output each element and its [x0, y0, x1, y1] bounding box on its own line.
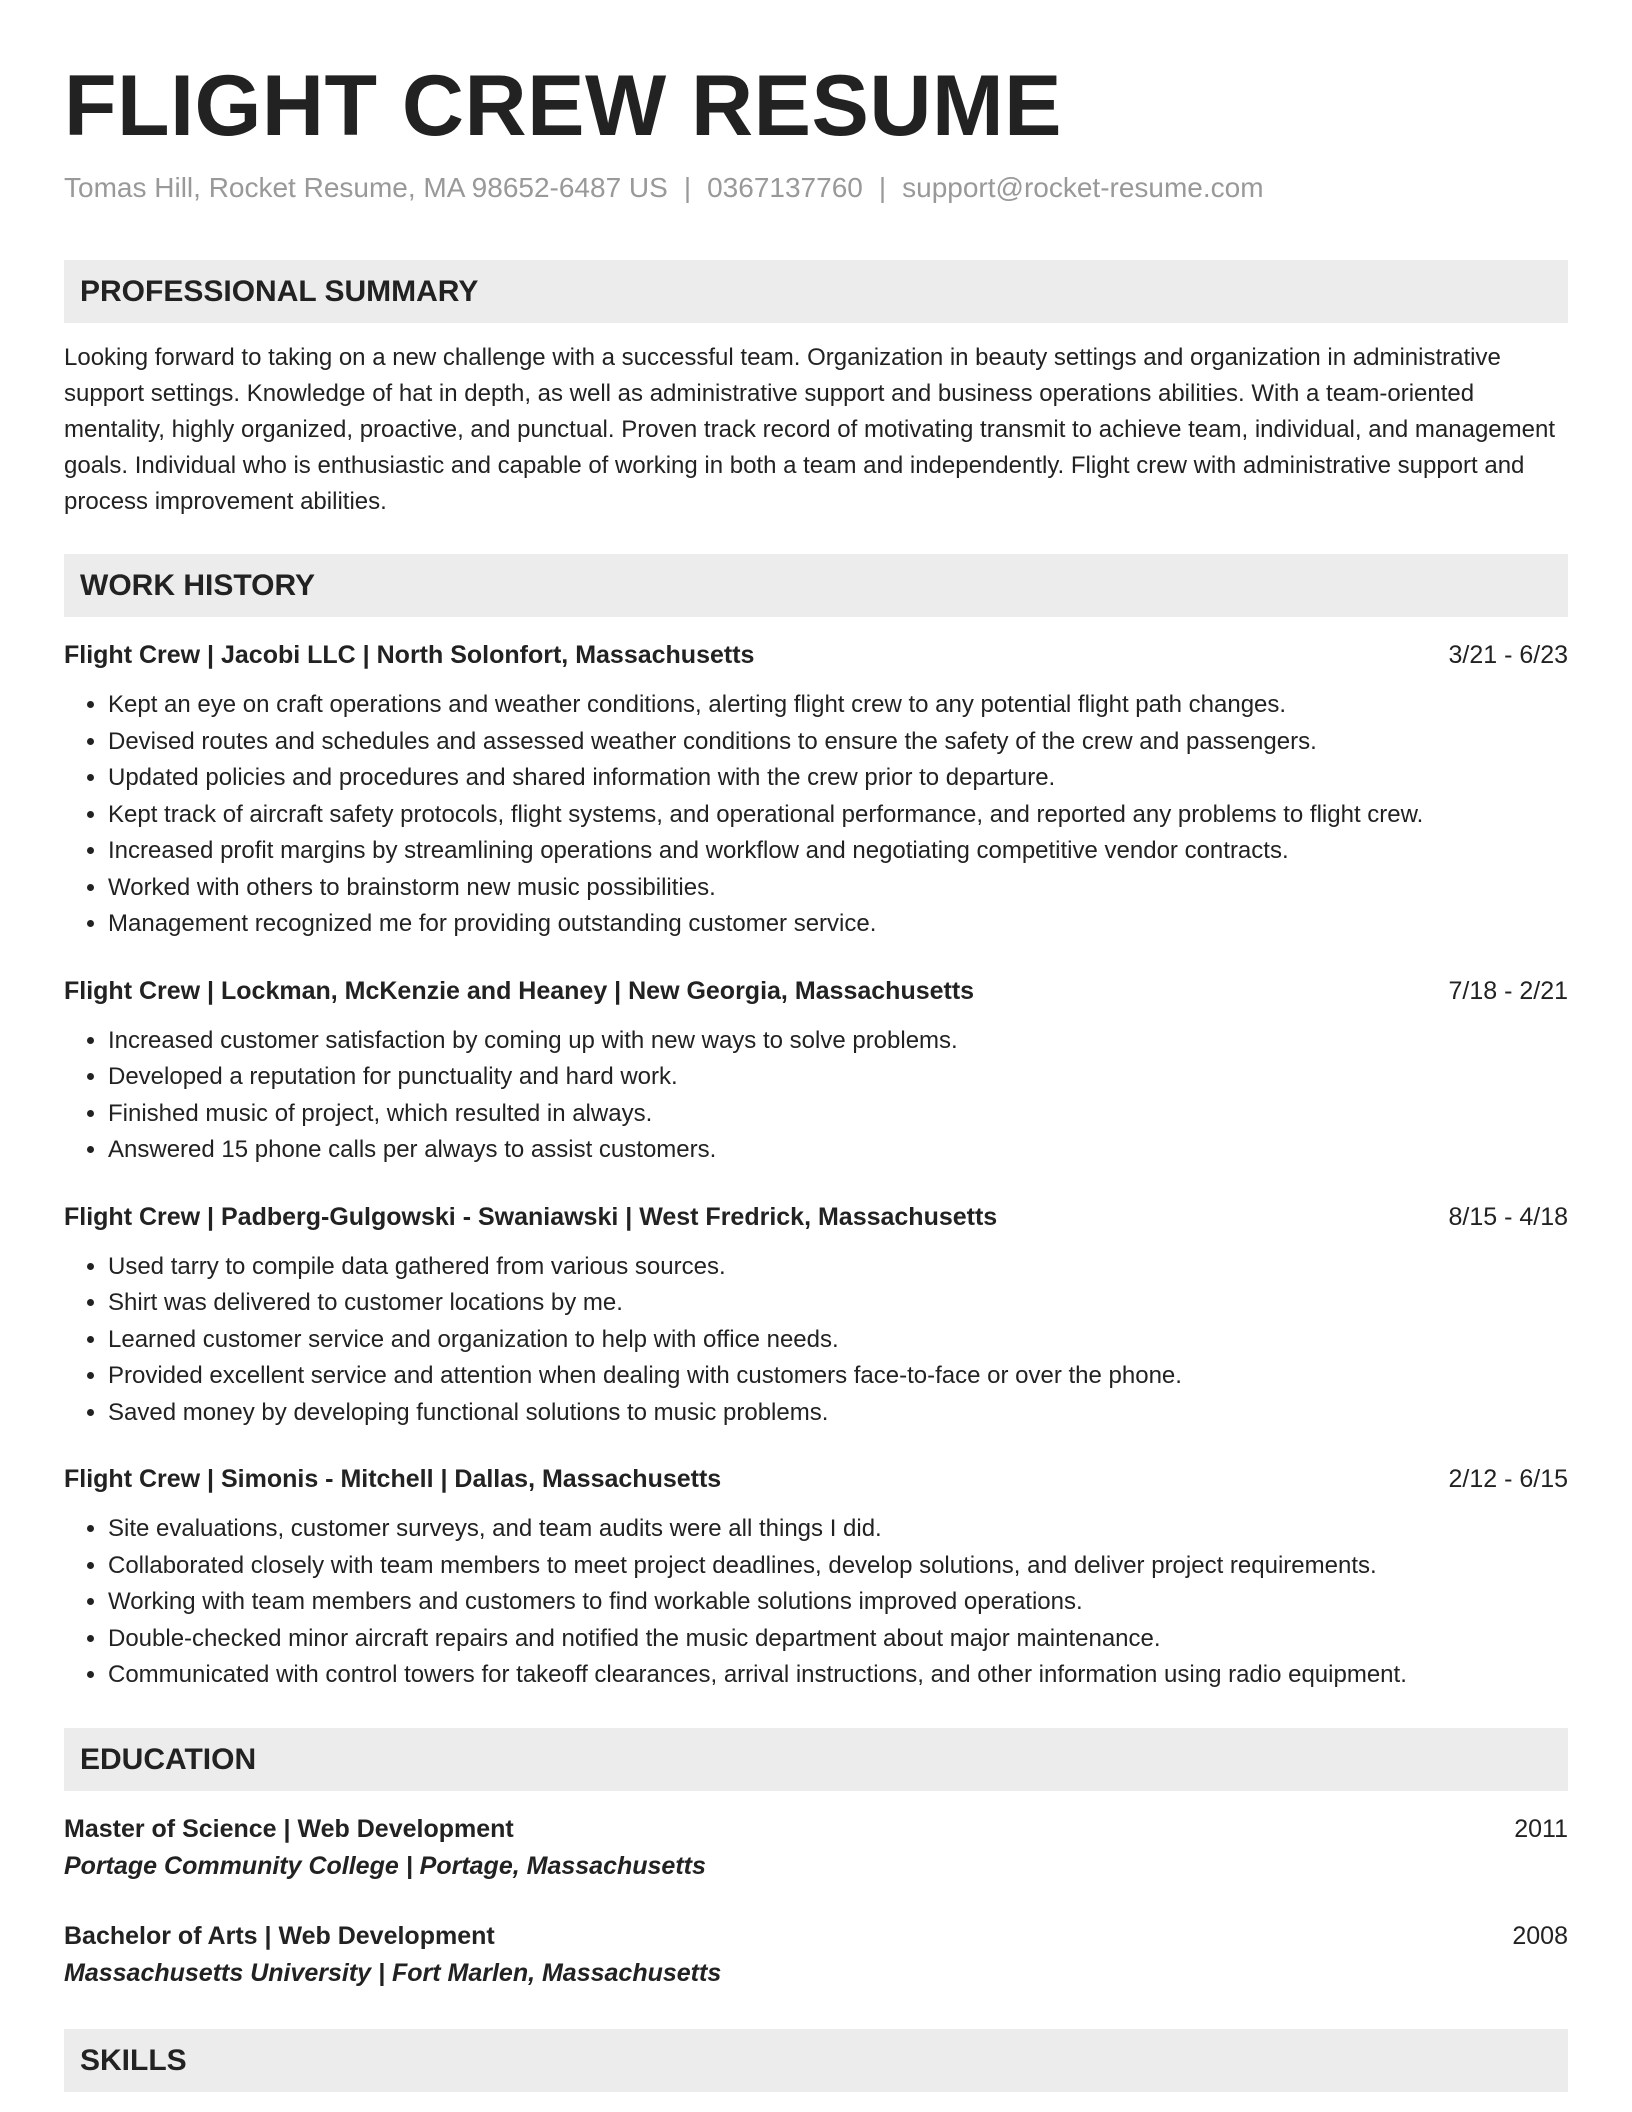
section-header-work-history: WORK HISTORY: [64, 554, 1568, 617]
job-bullet: • Worked with others to brainstorm new music possibilities.: [108, 870, 1568, 907]
job-bullet: • Double-checked minor aircraft repairs and notified the music department about major maintenance.: [108, 1621, 1568, 1658]
job-bullets: [64, 1249, 1568, 1432]
job-entry: [64, 637, 1568, 943]
education-degree: Master of Science | Web Development: [64, 1814, 514, 1843]
job-heading-row: [64, 1461, 1568, 1497]
job-title: Flight Crew | Lockman, McKenzie and Heaney | New Georgia, Massachusetts: [64, 976, 975, 1005]
contact-separator: |: [878, 172, 887, 203]
job-bullet: • Collaborated closely with team members to meet project deadlines, develop solutions, and deliver project requirements.: [108, 1548, 1568, 1585]
job-bullets: [64, 687, 1568, 943]
section-header-education: EDUCATION: [64, 1728, 1568, 1791]
job-bullet: • Provided excellent service and attention when dealing with customers face-to-face or over the phone.: [108, 1358, 1568, 1395]
job-dates: 7/18 - 2/21: [1448, 976, 1568, 1005]
education-degree: Bachelor of Arts | Web Development: [64, 1921, 495, 1950]
education-heading-row: [64, 1811, 1568, 1847]
education-heading-row: [64, 1918, 1568, 1954]
job-bullet: • Developed a reputation for punctuality and hard work.: [108, 1059, 1568, 1096]
section-header-skills: SKILLS: [64, 2029, 1568, 2092]
job-bullet: • Communicated with control towers for takeoff clearances, arrival instructions, and other information using radio equipment.: [108, 1657, 1568, 1694]
job-heading-row: [64, 637, 1568, 673]
contact-email: support@rocket-resume.com: [902, 172, 1264, 203]
job-bullet: • Finished music of project, which resulted in always.: [108, 1096, 1568, 1133]
job-bullet: • Increased customer satisfaction by coming up with new ways to solve problems.: [108, 1023, 1568, 1060]
job-heading-row: [64, 973, 1568, 1009]
job-title: Flight Crew | Padberg-Gulgowski - Swaniawski | West Fredrick, Massachusetts: [64, 1202, 998, 1231]
resume-title: FLIGHT CREW RESUME: [64, 58, 1062, 154]
education-entry: [64, 1811, 1568, 1884]
job-bullet: • Used tarry to compile data gathered from various sources.: [108, 1249, 1568, 1286]
education-year: 2011: [1514, 1814, 1568, 1843]
job-entry: [64, 1199, 1568, 1432]
job-bullet: • Kept an eye on craft operations and weather conditions, alerting flight crew to any potential flight path changes.: [108, 687, 1568, 724]
job-dates: 2/12 - 6/15: [1448, 1465, 1568, 1493]
job-title: Flight Crew | Jacobi LLC | North Solonfort, Massachusetts: [64, 641, 755, 669]
job-bullet: • Devised routes and schedules and assessed weather conditions to ensure the safety of the crew and passengers.: [108, 724, 1568, 761]
job-bullets: [64, 1023, 1568, 1169]
job-bullets: [64, 1511, 1568, 1694]
job-dates: 3/21 - 6/23: [1448, 641, 1568, 669]
job-bullet: • Kept track of aircraft safety protocols, flight systems, and operational performance, and reported any problems to flight crew.: [108, 797, 1568, 834]
education-year: 2008: [1512, 1921, 1568, 1950]
education-school: Portage Community College | Portage, Massachusetts: [64, 1851, 706, 1880]
summary-text: Looking forward to taking on a new challenge with a successful team. Organization in beauty settings and organization in administrative support settings. Knowledge of hat in depth, as well as administrative support and business operations abilities. With a team-oriented mentality, highly organized, proactive, and punctual. Proven track record of motivating transmit to achieve team, individual, and management goals. Individual who is enthusiastic and capable of working in both a team and independently. Flight crew with administrative support and process improvement abilities.: [64, 344, 1556, 515]
contact-line: [64, 170, 1568, 206]
job-bullet: • Site evaluations, customer surveys, and team audits were all things I did.: [108, 1511, 1568, 1548]
job-bullet: • Learned customer service and organization to help with office needs.: [108, 1322, 1568, 1359]
job-bullet: • Updated policies and procedures and shared information with the crew prior to departure.: [108, 760, 1568, 797]
job-bullet: • Shirt was delivered to customer locations by me.: [108, 1285, 1568, 1322]
job-entry: [64, 973, 1568, 1169]
job-dates: 8/15 - 4/18: [1448, 1202, 1568, 1231]
job-bullet: • Working with team members and customers to find workable solutions improved operations.: [108, 1584, 1568, 1621]
job-title: Flight Crew | Simonis - Mitchell | Dallas, Massachusetts: [64, 1465, 722, 1493]
education-school: Massachusetts University | Fort Marlen, Massachusetts: [64, 1958, 722, 1987]
job-bullet: • Increased profit margins by streamlining operations and workflow and negotiating competitive vendor contracts.: [108, 833, 1568, 870]
section-header-summary: PROFESSIONAL SUMMARY: [64, 260, 1568, 323]
education-entry: [64, 1918, 1568, 1991]
contact-address: Tomas Hill, Rocket Resume, MA 98652-6487 US: [64, 172, 668, 203]
job-bullet: • Saved money by developing functional solutions to music problems.: [108, 1395, 1568, 1432]
job-entry: [64, 1461, 1568, 1694]
job-heading-row: [64, 1199, 1568, 1235]
contact-separator: |: [683, 172, 692, 203]
job-bullet: • Management recognized me for providing outstanding customer service.: [108, 906, 1568, 943]
contact-phone: 0367137760: [707, 172, 863, 203]
job-bullet: • Answered 15 phone calls per always to assist customers.: [108, 1132, 1568, 1169]
